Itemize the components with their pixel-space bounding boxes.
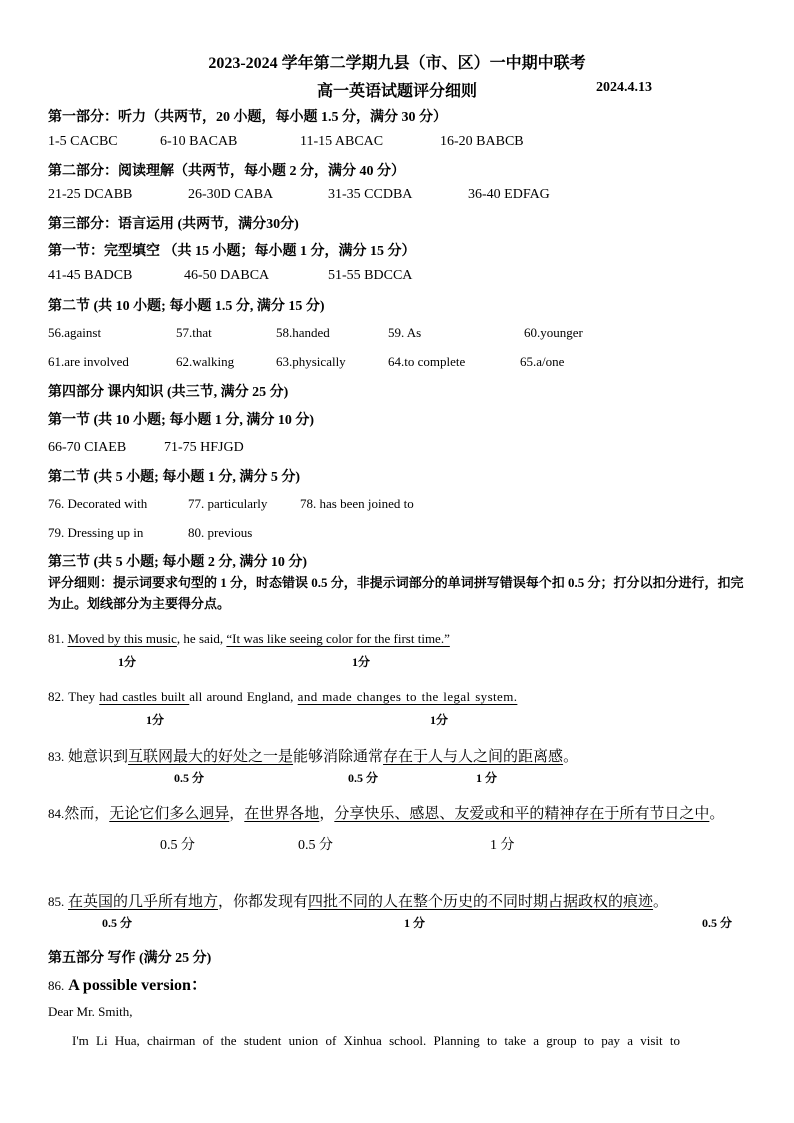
answer-item: 60.younger (524, 325, 583, 340)
text-segment: 她意识到 (68, 749, 129, 765)
answer-group: 66-70 CIAEB (48, 440, 127, 455)
answer-item: 56.against (48, 325, 102, 340)
part5-heading: 第五部分 写作 (满分 25 分) (48, 951, 212, 966)
scoring-segment: “It was like seeing color for the first time.” (226, 631, 450, 646)
answer-item: 78. has been joined to (300, 496, 414, 511)
letter-body: I'm Li Hua, chairman of the student union of Xinhua school. Planning to take a group to pay a visit to (72, 1033, 681, 1048)
scoring-segment: 分享快乐、感恩、友爱或和平的精神存在于所有节日之中 (334, 806, 710, 822)
scoring-segment: and made changes to the legal system. (297, 689, 518, 704)
part4-heading: 第四部分 课内知识 (共三节, 满分 25 分) (48, 385, 289, 400)
question-number: 83. (48, 749, 65, 764)
scoring-segment: had castles built (99, 689, 190, 704)
scoring-segment: 无论它们多么迥异 (109, 806, 230, 822)
answer-group: 51-55 BDCCA (328, 268, 413, 283)
question-number: 81. (48, 631, 65, 646)
point-value: 0.5 分 (174, 771, 205, 785)
point-value: 1 分 (404, 916, 426, 930)
point-value: 0.5 分 (160, 838, 195, 853)
answer-group: 36-40 EDFAG (468, 187, 550, 202)
text-segment: 。 (653, 894, 669, 910)
answer-group: 41-45 BADCB (48, 268, 133, 283)
text-segment: 。 (563, 749, 579, 765)
point-value: 1 分 (490, 838, 515, 853)
answer-item: 65.a/one (520, 354, 565, 369)
point-value: 1分 (118, 655, 137, 669)
scoring-segment: Moved by this music (67, 631, 177, 646)
answer-group: 71-75 HFJGD (164, 440, 244, 455)
text-segment: ， (229, 806, 245, 822)
document-date: 2024.4.13 (596, 80, 652, 95)
answer-item: 57.that (176, 325, 212, 340)
point-value: 0.5 分 (298, 838, 333, 853)
point-value: 0.5 分 (102, 916, 133, 930)
letter-greeting: Dear Mr. Smith, (48, 1004, 133, 1019)
question-number: 82. (48, 689, 65, 704)
answer-item: 80. previous (188, 525, 253, 540)
answer-item: 59. As (388, 325, 422, 340)
point-value: 1分 (352, 655, 371, 669)
answer-group: 26-30D CABA (188, 187, 274, 202)
text-segment: They (68, 689, 100, 704)
answer-item: 77. particularly (188, 496, 268, 511)
scoring-rules: 评分细则：提示词要求句型的 1 分，时态错误 0.5 分，非提示词部分的单词拼写错误每个扣 0.5 分；打分以扣分进行，扣完为止。划线部分为主要得分点。 (48, 575, 744, 611)
answer-item: 62.walking (176, 354, 235, 369)
answer-group: 11-15 ABCAC (300, 134, 384, 149)
answer-item: 63.physically (276, 354, 346, 369)
answer-item: 76. Decorated with (48, 496, 148, 511)
scoring-segment: 在世界各地 (244, 806, 320, 822)
answer-group: 31-35 CCDBA (328, 187, 413, 202)
part3-sec2-heading: 第二节 (共 10 小题; 每小题 1.5 分, 满分 15 分) (48, 299, 325, 314)
scoring-segment: 在英国的几乎所有地方 (68, 894, 219, 910)
answer-item: 61.are involved (48, 354, 129, 369)
answer-group: 21-25 DCABB (48, 187, 133, 202)
text-segment: all around England, (189, 689, 298, 704)
part3-heading: 第三部分：语言运用 (共两节，满分30分) (48, 217, 299, 232)
scoring-segment: 存在于人与人之间的距离感 (383, 749, 564, 765)
text-segment: ， (319, 806, 335, 822)
text-segment: 能够消除通常 (293, 749, 384, 765)
part4-sec3-heading: 第三节 (共 5 小题; 每小题 2 分, 满分 10 分) (48, 555, 307, 570)
text-segment: 。 (709, 806, 725, 822)
point-value: 0.5 分 (348, 771, 379, 785)
text-segment: ，你都发现有 (218, 894, 309, 910)
answer-group: 16-20 BABCB (440, 134, 524, 149)
question-85 (48, 890, 668, 911)
part4-sec2-heading: 第二节 (共 5 小题; 每小题 1 分, 满分 5 分) (48, 470, 300, 485)
document-title: 2023-2024 学年第二学期九县（市、区）一中期中联考 (208, 55, 586, 72)
question-82 (48, 689, 517, 705)
point-value: 1分 (146, 713, 165, 727)
answer-group: 1-5 CACBC (48, 134, 118, 149)
question-number: 85. (48, 894, 65, 909)
document-subtitle: 高一英语试题评分细则 (316, 83, 477, 100)
sample-label: A possible version： (68, 977, 207, 994)
scoring-segment: 四批不同的人在整个历史的不同时期占据政权的痕迹 (308, 894, 654, 910)
scoring-segment: 互联网最大的好处之一是 (128, 749, 294, 765)
part4-sec1-heading: 第一节 (共 10 小题; 每小题 1 分, 满分 10 分) (48, 413, 314, 428)
part1-heading: 第一部分：听力（共两节，20 小题，每小题 1.5 分，满分 30 分） (48, 110, 447, 125)
answer-group: 46-50 DABCA (184, 268, 270, 283)
question-number: 86. (48, 978, 65, 993)
part2-heading: 第二部分：阅读理解（共两节，每小题 2 分，满分 40 分） (48, 164, 405, 179)
answer-group: 6-10 BACAB (160, 134, 238, 149)
point-value: 1 分 (476, 771, 498, 785)
point-value: 0.5 分 (702, 916, 733, 930)
text-segment: 然而， (64, 806, 110, 822)
question-number: 84. (48, 806, 65, 821)
point-value: 1分 (430, 713, 449, 727)
part3-sec1-heading: 第一节：完型填空 （共 15 小题；每小题 1 分，满分 15 分） (48, 244, 416, 259)
question-81 (48, 631, 450, 647)
question-84 (48, 800, 750, 828)
answer-item: 58.handed (276, 325, 330, 340)
question-83 (48, 745, 578, 766)
answer-item: 79. Dressing up in (48, 525, 144, 540)
question-86 (48, 972, 207, 995)
text-segment: , he said, (176, 631, 227, 646)
answer-item: 64.to complete (388, 354, 466, 369)
